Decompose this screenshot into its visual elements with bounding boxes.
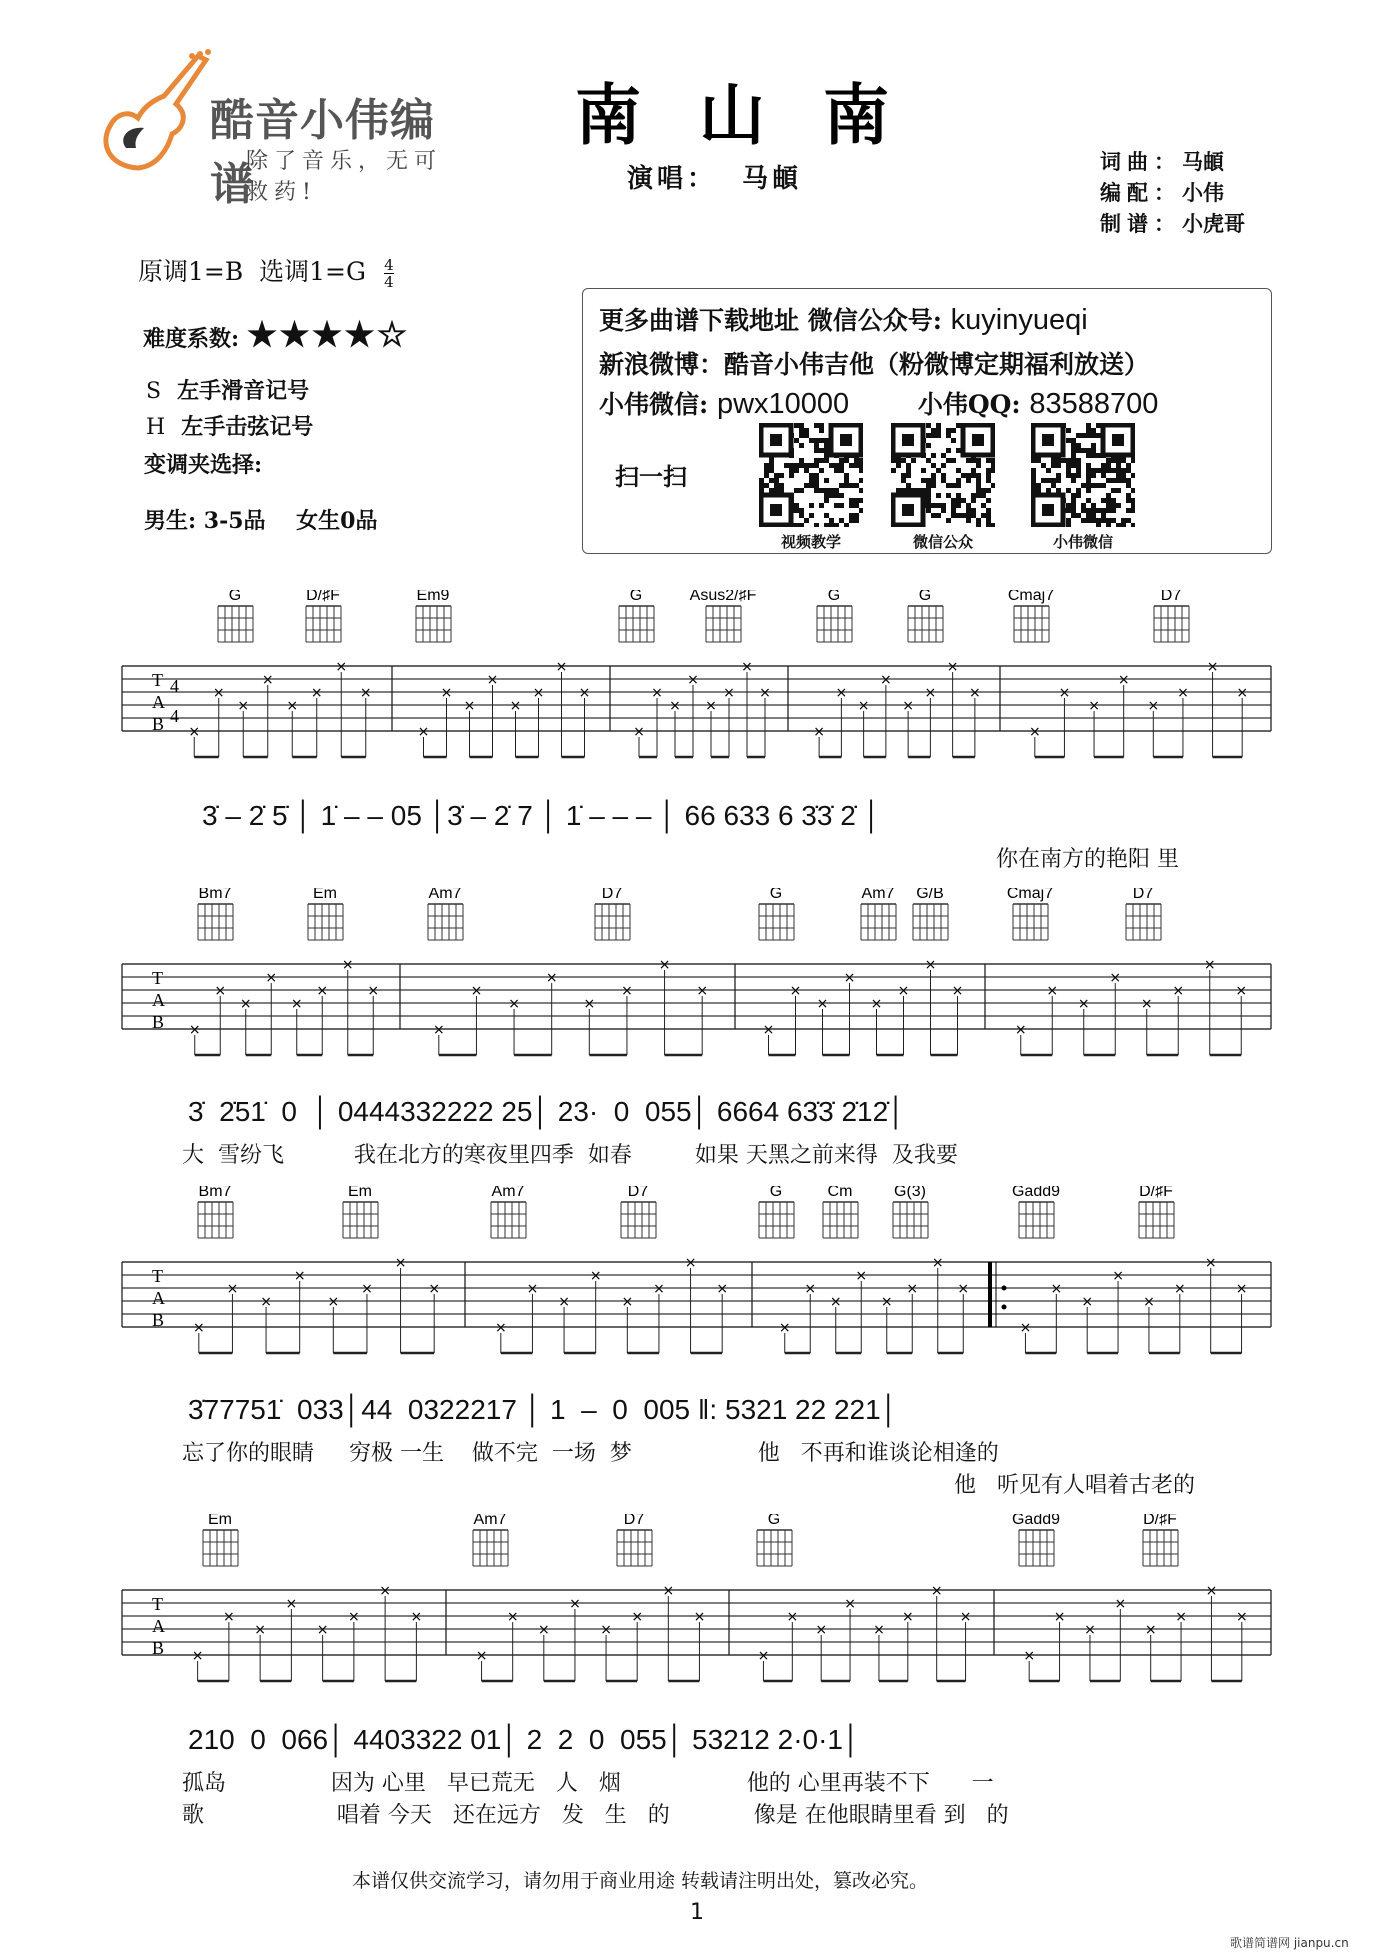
svg-text:×: × — [1203, 957, 1216, 973]
svg-text:×: × — [341, 957, 354, 973]
svg-text:×: × — [1235, 1281, 1248, 1297]
chord-diagram — [595, 888, 630, 940]
chord-diagram — [817, 590, 852, 642]
chord-diagram — [759, 1186, 794, 1238]
svg-text:×: × — [316, 983, 329, 999]
svg-text:G(3): G(3) — [894, 1186, 926, 1200]
svg-text:Bm7: Bm7 — [198, 1186, 232, 1200]
svg-text:×: × — [1053, 1609, 1066, 1625]
svg-text:Em9: Em9 — [416, 590, 450, 604]
svg-text:G/B: G/B — [916, 888, 944, 902]
svg-text:×: × — [1014, 1022, 1027, 1038]
chord-diagram — [203, 1514, 238, 1566]
svg-text:T: T — [152, 670, 163, 690]
svg-text:×: × — [870, 996, 883, 1012]
svg-text:×: × — [509, 698, 522, 714]
tab-staff — [0, 1186, 1380, 1356]
svg-text:×: × — [261, 672, 274, 688]
svg-text:×: × — [348, 1609, 360, 1625]
scan-label: 扫一扫 — [615, 462, 687, 491]
svg-text:×: × — [191, 1648, 204, 1664]
svg-text:×: × — [786, 1609, 799, 1625]
tab-system-1 — [0, 590, 1380, 760]
svg-text:×: × — [1081, 1294, 1094, 1310]
svg-text:Cmaj7: Cmaj7 — [1006, 888, 1054, 902]
svg-text:×: × — [969, 685, 981, 701]
svg-text:A: A — [152, 1616, 165, 1636]
chord-diagram — [1139, 1186, 1174, 1238]
svg-text:×: × — [532, 685, 545, 701]
qr-caption-video: 视频教学 — [780, 533, 841, 551]
svg-text:×: × — [214, 983, 227, 999]
svg-text:G: G — [918, 590, 932, 604]
chord-diagram — [1008, 590, 1054, 642]
lyrics-row-4a: 孤岛 因为 心里 早已荒无 人 烟 他的 心里再装不下 一 — [182, 1771, 994, 1796]
svg-text:×: × — [1088, 698, 1100, 714]
svg-text:×: × — [658, 957, 671, 973]
capo-label: 变调夹选择: — [144, 452, 263, 478]
tab-system-2 — [0, 888, 1380, 1058]
svg-text:×: × — [687, 672, 699, 688]
svg-text:×: × — [951, 983, 964, 999]
lyrics-row-1: 你在南方的艳阳 里 — [996, 847, 1179, 872]
svg-text:×: × — [1112, 1268, 1124, 1284]
svg-text:×: × — [1144, 1622, 1157, 1638]
svg-text:×: × — [857, 698, 870, 714]
chord-diagram — [823, 1186, 858, 1238]
svg-text:×: × — [1236, 685, 1249, 701]
disclaimer: 本谱仅供交流学习，请勿用于商业用途 转载请注明出处，篡改必究。 — [352, 1870, 929, 1892]
svg-text:×: × — [957, 1281, 970, 1297]
svg-text:×: × — [1028, 724, 1041, 740]
svg-text:A: A — [152, 1288, 165, 1308]
svg-text:×: × — [417, 724, 430, 740]
svg-text:×: × — [684, 1255, 697, 1271]
credit-lyrics-music: 词曲：马頔 — [1100, 149, 1224, 174]
svg-text:×: × — [555, 659, 568, 675]
difficulty-stars-icon: ★★★★☆ — [246, 315, 410, 355]
svg-text:Gadd9: Gadd9 — [1011, 1514, 1061, 1528]
chord-diagram — [343, 1186, 378, 1238]
svg-text:×: × — [844, 1596, 856, 1612]
svg-text:×: × — [239, 996, 252, 1012]
svg-text:×: × — [428, 1281, 441, 1297]
svg-text:G: G — [767, 1514, 781, 1528]
qr-code-icon — [759, 423, 863, 527]
svg-text:×: × — [653, 1281, 665, 1297]
singer-name: 马頔 — [742, 164, 803, 194]
svg-text:×: × — [432, 1022, 445, 1038]
chord-diagram — [759, 888, 794, 940]
chord-diagram — [428, 888, 463, 940]
svg-text:×: × — [379, 1583, 391, 1599]
chord-diagram — [308, 888, 343, 940]
svg-text:×: × — [813, 724, 825, 740]
svg-text:×: × — [192, 1320, 205, 1336]
svg-text:×: × — [902, 698, 914, 714]
page-number: 1 — [690, 1900, 704, 1925]
svg-text:B: B — [152, 714, 165, 734]
svg-text:×: × — [1140, 996, 1153, 1012]
svg-text:×: × — [583, 996, 596, 1012]
credits — [1100, 146, 1245, 239]
page-title: 南山南 — [575, 76, 947, 154]
tab-system-3 — [0, 1186, 1380, 1356]
time-signature: $\frac{4}{4}$ — [384, 256, 394, 291]
svg-text:×: × — [188, 724, 201, 740]
svg-text:×: × — [693, 1609, 706, 1625]
svg-text:×: × — [880, 1294, 893, 1310]
svg-text:×: × — [1019, 1320, 1032, 1336]
svg-text:4: 4 — [170, 706, 179, 726]
svg-text:Asus2/♯F: Asus2/♯F — [689, 590, 757, 604]
svg-text:×: × — [696, 983, 709, 999]
svg-text:×: × — [470, 983, 483, 999]
svg-text:G: G — [827, 590, 841, 604]
svg-text:D7: D7 — [1160, 590, 1182, 604]
svg-text:×: × — [475, 1648, 488, 1664]
svg-text:×: × — [1114, 1596, 1127, 1612]
svg-text:×: × — [759, 685, 771, 701]
svg-text:T: T — [152, 968, 163, 988]
svg-text:×: × — [361, 1281, 373, 1297]
jianpu-row-3: 3̇77751̇ 033│44 0322217 │ 1 – 0 005 ‖: 5321 22 221│ — [188, 1394, 899, 1425]
chord-diagram — [1012, 1514, 1060, 1566]
svg-text:×: × — [1050, 1281, 1063, 1297]
credit-transcriber: 制谱：小虎哥 — [1100, 211, 1245, 236]
svg-text:×: × — [260, 1294, 272, 1310]
logo-slogan: 除了音乐，无可救药! — [246, 149, 443, 205]
guitar-logo-icon — [98, 48, 218, 178]
qr-caption-personal: 小伟微信 — [1052, 533, 1113, 551]
svg-text:D/♯F: D/♯F — [306, 590, 340, 604]
chord-diagram — [198, 1186, 233, 1238]
svg-text:Em: Em — [313, 888, 337, 902]
svg-text:Bm7: Bm7 — [198, 888, 232, 902]
svg-text:×: × — [631, 1609, 644, 1625]
svg-text:×: × — [394, 1255, 407, 1271]
svg-text:×: × — [1143, 1294, 1155, 1310]
svg-text:D7: D7 — [601, 888, 623, 902]
svg-text:Am7: Am7 — [473, 1514, 507, 1528]
difficulty: 难度系数: ★★★★☆ — [143, 315, 410, 355]
svg-text:×: × — [669, 698, 681, 714]
svg-text:×: × — [486, 672, 499, 688]
chord-diagram — [306, 590, 341, 642]
svg-text:×: × — [578, 685, 591, 701]
svg-text:×: × — [705, 698, 717, 714]
qr-code-video[interactable] — [759, 423, 863, 527]
singer-line — [627, 158, 802, 195]
svg-text:B: B — [152, 1012, 165, 1032]
info-line-wechat-official: 更多曲谱下载地址 微信公众号: kuyinyueqi — [599, 304, 1088, 336]
chord-diagram — [690, 590, 757, 642]
svg-text:G: G — [629, 590, 643, 604]
svg-text:×: × — [924, 957, 937, 973]
svg-text:Am7: Am7 — [491, 1186, 525, 1200]
svg-text:Am7: Am7 — [861, 888, 895, 902]
svg-text:×: × — [290, 996, 303, 1012]
svg-text:D7: D7 — [623, 1514, 645, 1528]
svg-text:×: × — [1172, 983, 1185, 999]
svg-text:×: × — [829, 1294, 842, 1310]
chord-diagram — [1143, 1514, 1178, 1566]
svg-text:×: × — [188, 1022, 201, 1038]
svg-text:×: × — [1175, 1609, 1187, 1625]
chord-diagram — [893, 1186, 928, 1238]
svg-text:A: A — [152, 692, 165, 712]
qr-code-icon — [891, 423, 995, 527]
svg-text:×: × — [716, 1281, 729, 1297]
svg-text:×: × — [723, 685, 735, 701]
svg-text:D7: D7 — [1132, 888, 1154, 902]
singer-label: 演唱： — [627, 164, 718, 194]
svg-text:×: × — [223, 1609, 235, 1625]
svg-text:A: A — [152, 990, 165, 1010]
svg-text:×: × — [508, 996, 520, 1012]
svg-text:×: × — [946, 659, 959, 675]
svg-text:×: × — [906, 1281, 919, 1297]
svg-text:×: × — [600, 1622, 612, 1638]
svg-text:×: × — [662, 1583, 675, 1599]
svg-text:×: × — [494, 1320, 507, 1336]
svg-text:Em: Em — [208, 1514, 232, 1528]
svg-text:×: × — [463, 698, 476, 714]
chord-diagram — [913, 888, 948, 940]
qr-code-icon — [1031, 423, 1135, 527]
logo-text: 酷音小伟编谱 — [210, 95, 435, 210]
tab-staff — [0, 590, 1380, 760]
svg-text:×: × — [621, 1294, 634, 1310]
svg-text:×: × — [1204, 1255, 1217, 1271]
svg-text:×: × — [757, 1648, 770, 1664]
svg-text:T: T — [152, 1594, 163, 1614]
svg-text:×: × — [789, 983, 802, 999]
lyrics-row-3a: 忘了你的眼睛 穷极 一生 做不完 一场 梦 他 不再和谁谈论相逢的 — [182, 1441, 999, 1466]
svg-text:×: × — [545, 970, 558, 986]
qr-code-official[interactable] — [891, 423, 995, 527]
svg-text:×: × — [327, 1294, 340, 1310]
lyrics-row-2: 大 雪纷飞 我在北方的寒夜里四季 如春 如果 天黑之前来得 及我要 — [182, 1143, 958, 1168]
svg-text:Am7: Am7 — [428, 888, 462, 902]
svg-text:×: × — [741, 659, 753, 675]
logo — [98, 48, 458, 210]
svg-text:×: × — [367, 983, 380, 999]
chord-diagram — [861, 888, 896, 940]
chord-diagram — [198, 888, 233, 940]
chord-diagram — [218, 590, 253, 642]
jianpu-row-1: 3̇ – 2̇ 5̇ │ 1̇ – – 05 │3̇ – 2̇ 7 │ 1̇ – – – │ 66 633 6 3̇3̇ 2̇ │ — [202, 800, 882, 831]
svg-text:×: × — [762, 1022, 775, 1038]
svg-text:×: × — [410, 1609, 423, 1625]
svg-text:×: × — [1205, 1583, 1218, 1599]
info-line-contacts: 小伟微信: pwx10000 小伟QQ: 83588700 — [599, 388, 1159, 420]
svg-text:×: × — [254, 1622, 266, 1638]
svg-text:×: × — [1235, 1609, 1248, 1625]
chord-diagram — [757, 1514, 792, 1566]
lyrics-row-4b: 歌 唱着 今天 还在远方 发 生 的 像是 在他眼睛里看 到 的 — [182, 1803, 1009, 1828]
svg-text:B: B — [152, 1638, 165, 1658]
svg-text:×: × — [1235, 983, 1248, 999]
svg-text:×: × — [310, 685, 323, 701]
info-line-weibo: 新浪微博：酷音小伟吉他（粉微博定期福利放送） — [599, 350, 1150, 379]
svg-text:Gadd9: Gadd9 — [1011, 1186, 1061, 1200]
jianpu-row-4: 210 0 066│ 4403322 01│ 2 2 0 055│ 53212 2·0·1│ — [188, 1724, 861, 1755]
credit-arranger: 编配：小伟 — [1100, 180, 1224, 205]
svg-text:D7: D7 — [627, 1186, 649, 1200]
svg-text:Cmaj7: Cmaj7 — [1007, 590, 1055, 604]
svg-text:×: × — [855, 1268, 868, 1284]
svg-text:×: × — [440, 685, 453, 701]
svg-text:×: × — [359, 685, 372, 701]
svg-text:×: × — [293, 1268, 306, 1284]
svg-text:×: × — [558, 1294, 570, 1310]
svg-text:×: × — [835, 685, 848, 701]
key-line: 原调1=B 选调1=G $\frac{4}{4}$ — [138, 256, 394, 291]
chord-diagram — [473, 1514, 508, 1566]
svg-text:×: × — [897, 983, 910, 999]
tab-staff — [0, 1514, 1380, 1684]
svg-text:×: × — [880, 672, 892, 688]
svg-text:×: × — [959, 1609, 972, 1625]
chord-diagram — [1126, 888, 1161, 940]
qr-caption-official: 微信公众 — [912, 533, 973, 551]
svg-text:×: × — [1077, 996, 1090, 1012]
svg-text:×: × — [815, 1622, 828, 1638]
site-watermark[interactable]: 歌谱简谱网 jianpu.cn — [1230, 1936, 1349, 1950]
svg-text:×: × — [1046, 983, 1059, 999]
svg-text:T: T — [152, 1266, 163, 1286]
svg-text:×: × — [285, 1596, 298, 1612]
svg-text:×: × — [569, 1596, 581, 1612]
svg-text:×: × — [212, 685, 225, 701]
jianpu-row-2: 3̇ 2̇51̇ 0 │ 0444332222 25│ 23· 0 055│ 6664 63̇3̇ 2̇12̇│ — [188, 1096, 906, 1127]
svg-text:×: × — [1117, 672, 1130, 688]
svg-text:D/♯F: D/♯F — [1139, 1186, 1173, 1200]
legend-slide: S 左手滑音记号 — [146, 378, 310, 404]
svg-text:×: × — [1147, 698, 1160, 714]
qr-code-personal[interactable] — [1031, 423, 1135, 527]
svg-text:G: G — [228, 590, 242, 604]
svg-text:×: × — [778, 1320, 791, 1336]
svg-text:×: × — [335, 659, 348, 675]
svg-text:×: × — [924, 685, 937, 701]
chord-diagram — [619, 590, 654, 642]
svg-text:Em: Em — [348, 1186, 372, 1200]
chord-diagram — [1007, 888, 1053, 940]
chord-diagram — [621, 1186, 656, 1238]
lyrics-row-3b: 他 听见有人唱着古老的 — [954, 1473, 1195, 1498]
svg-text:×: × — [633, 724, 645, 740]
chord-diagram — [1012, 1186, 1060, 1238]
svg-text:×: × — [589, 1268, 602, 1284]
svg-text:G: G — [769, 1186, 783, 1200]
svg-text:×: × — [1177, 685, 1189, 701]
svg-text:×: × — [901, 1609, 914, 1625]
svg-text:×: × — [873, 1622, 885, 1638]
svg-text:×: × — [816, 996, 829, 1012]
chord-diagram — [491, 1186, 526, 1238]
svg-text:×: × — [506, 1609, 519, 1625]
svg-text:D/♯F: D/♯F — [1143, 1514, 1177, 1528]
svg-text:×: × — [1058, 685, 1071, 701]
info-box — [582, 288, 1272, 554]
svg-text:×: × — [1084, 1622, 1096, 1638]
svg-text:×: × — [1173, 1281, 1186, 1297]
svg-text:B: B — [152, 1310, 165, 1330]
tab-staff — [0, 888, 1380, 1058]
svg-text:×: × — [1023, 1648, 1036, 1664]
chord-diagram — [1154, 590, 1189, 642]
svg-text:G: G — [769, 888, 783, 902]
svg-text:×: × — [316, 1622, 329, 1638]
svg-text:Cm: Cm — [827, 1186, 853, 1200]
chord-diagram — [617, 1514, 652, 1566]
svg-text:×: × — [1109, 970, 1122, 986]
chord-diagram — [908, 590, 943, 642]
svg-text:×: × — [804, 1281, 817, 1297]
svg-text:×: × — [526, 1281, 539, 1297]
svg-text:×: × — [265, 970, 278, 986]
svg-text:×: × — [537, 1622, 550, 1638]
svg-text:4: 4 — [170, 676, 179, 696]
tab-system-4 — [0, 1514, 1380, 1684]
svg-text:×: × — [286, 698, 299, 714]
legend-hammer: H 左手击弦记号 — [146, 414, 314, 440]
svg-text:×: × — [843, 970, 856, 986]
svg-text:×: × — [226, 1281, 239, 1297]
svg-text:×: × — [237, 698, 250, 714]
capo-value: 男生: 3-5品 女生0品 — [144, 508, 378, 534]
svg-text:×: × — [651, 685, 663, 701]
svg-text:×: × — [621, 983, 633, 999]
chord-diagram — [416, 590, 451, 642]
svg-text:×: × — [930, 1583, 943, 1599]
svg-text:×: × — [1206, 659, 1219, 675]
svg-text:×: × — [931, 1255, 944, 1271]
